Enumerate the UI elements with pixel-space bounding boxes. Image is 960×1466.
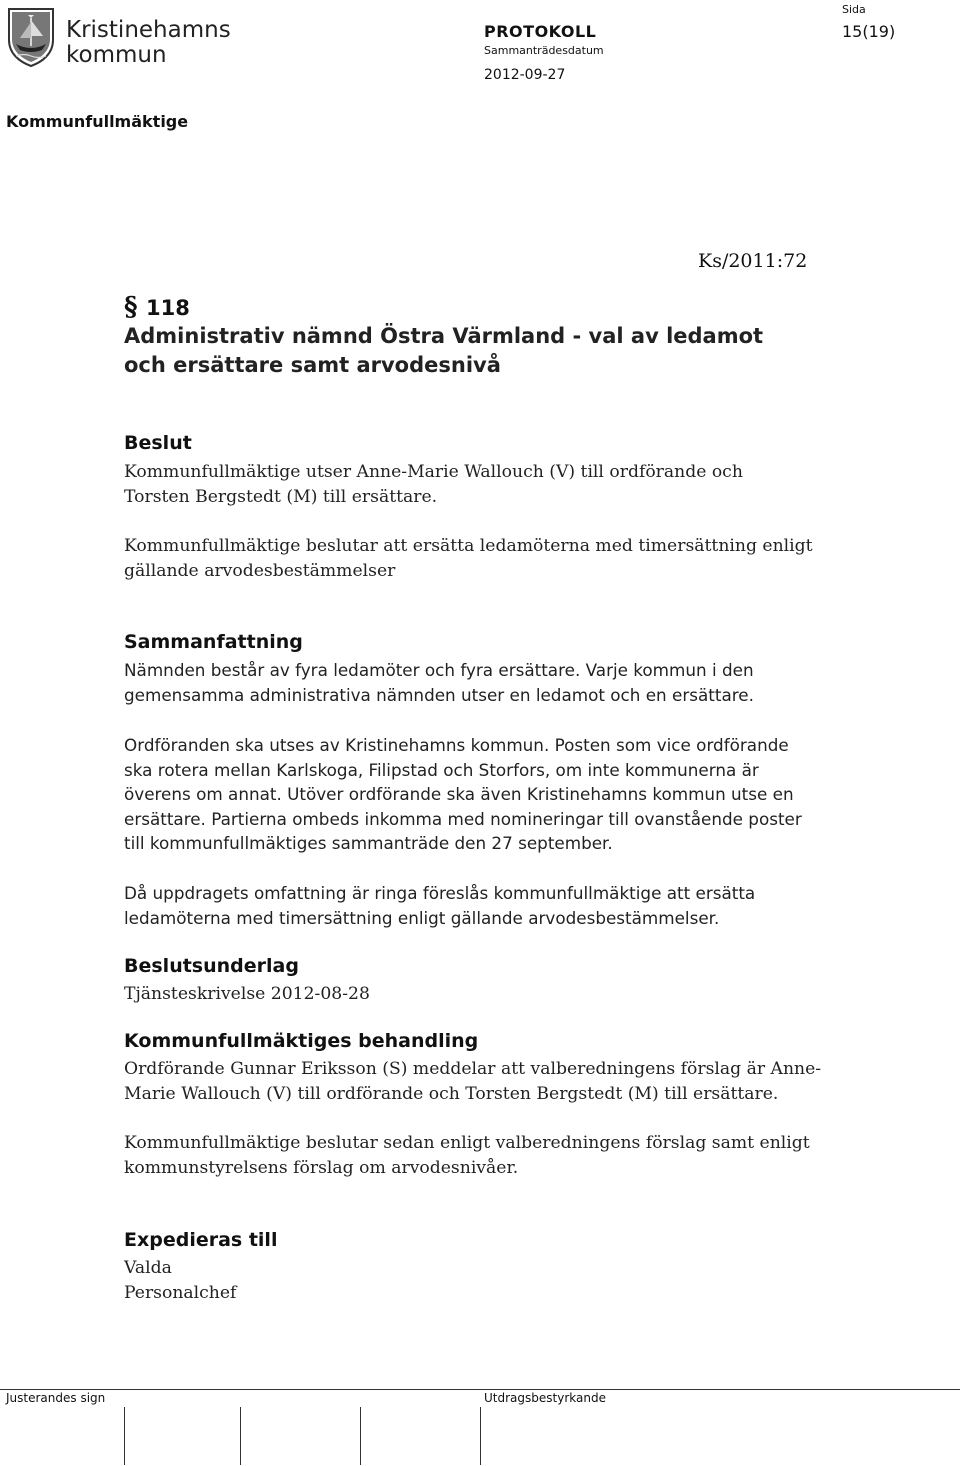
text-line: Kommunfullmäktige utser Anne-Marie Wallouch (V) till ordförande och — [124, 462, 743, 482]
municipality-name — [66, 18, 231, 68]
behandling-paragraph-2 — [124, 1131, 824, 1180]
signature-box-divider — [480, 1407, 481, 1465]
text-line: ledamöterna med timersättning enligt gällande arvodesbestämmelser. — [124, 907, 720, 928]
recipient-list — [124, 1256, 824, 1305]
section-title-line1: Administrativ nämnd Östra Värmland - val av ledamot — [124, 324, 764, 348]
beslutsunderlag-heading: Beslutsunderlag — [124, 955, 299, 977]
text-line: överens om annat. Utöver ordförande ska även Kristinehamns kommun utse en — [124, 784, 794, 805]
text-line: Kommunfullmäktige beslutar sedan enligt valberedningens förslag samt enligt — [124, 1133, 810, 1153]
recipient-item: Valda — [124, 1258, 172, 1278]
recipient-item: Personalchef — [124, 1282, 237, 1303]
text-line: till kommunfullmäktiges sammanträde den 27 september. — [124, 833, 613, 854]
justerandes-sign-label: Justerandes sign — [6, 1391, 106, 1405]
section-number: 118 — [146, 296, 190, 320]
sammanfattning-heading: Sammanfattning — [124, 631, 303, 653]
text-line: Nämnden består av fyra ledamöter och fyra ersättare. Varje kommun i den — [124, 660, 754, 680]
case-number: Ks/2011:72 — [698, 250, 808, 272]
text-line: Kommunfullmäktige beslutar att ersätta ledamöterna med timersättning enligt — [124, 536, 813, 556]
signature-box-divider — [124, 1407, 125, 1465]
utdragsbestyrkande-label: Utdragsbestyrkande — [484, 1391, 606, 1405]
footer-divider — [0, 1389, 960, 1390]
behandling-paragraph-1 — [124, 1057, 824, 1106]
section-sign: § — [124, 292, 138, 322]
text-line: Då uppdragets omfattning är ringa föreslås kommunfullmäktige att ersätta — [124, 883, 756, 903]
signature-box-divider — [240, 1407, 241, 1465]
beslut-paragraph-2 — [124, 534, 824, 583]
sammanfattning-paragraph-2 — [124, 733, 824, 856]
text-line: gemensamma administrativa nämnden utser en ledamot och en ersättare. — [124, 684, 754, 705]
text-line: Ordföranden ska utses av Kristinehamns kommun. Posten som vice ordförande — [124, 735, 789, 755]
document-type-title: PROTOKOLL — [484, 22, 597, 41]
municipal-ship-crest-icon — [6, 6, 56, 68]
council-name: Kommunfullmäktige — [6, 112, 189, 131]
text-line: gällande arvodesbestämmelser — [124, 560, 396, 581]
page-number: 15(19) — [842, 22, 896, 41]
beslut-paragraph-1 — [124, 460, 824, 509]
expedieras-heading: Expedieras till — [124, 1229, 278, 1251]
behandling-heading: Kommunfullmäktiges behandling — [124, 1030, 479, 1052]
section-title-line2: och ersättare samt arvodesnivå — [124, 353, 501, 377]
beslutsunderlag-item: Tjänsteskrivelse 2012-08-28 — [124, 984, 370, 1004]
municipality-name-line1: Kristinehamns — [66, 17, 231, 43]
page-label: Sida — [842, 3, 866, 16]
signature-box-divider — [360, 1407, 361, 1465]
beslut-heading: Beslut — [124, 432, 192, 454]
municipality-name-line2: kommun — [66, 42, 167, 68]
text-line: Ordförande Gunnar Eriksson (S) meddelar att valberedningens förslag är Anne- — [124, 1059, 822, 1079]
text-line: ska rotera mellan Karlskoga, Filipstad och Storfors, om inte kommunerna är — [124, 759, 759, 780]
text-line: ersättare. Partierna ombeds inkomma med nomineringar till ovanstående poster — [124, 808, 802, 829]
text-line: kommunstyrelsens förslag om arvodesnivåer. — [124, 1157, 519, 1178]
sammanfattning-paragraph-3 — [124, 881, 824, 930]
text-line: Torsten Bergstedt (M) till ersättare. — [124, 486, 438, 507]
section-title — [124, 322, 824, 380]
sammanfattning-paragraph-1 — [124, 658, 824, 707]
session-date: 2012-09-27 — [484, 67, 566, 83]
session-date-label: Sammanträdesdatum — [484, 44, 604, 57]
text-line: Marie Wallouch (V) till ordförande och Torsten Bergstedt (M) till ersättare. — [124, 1083, 779, 1104]
